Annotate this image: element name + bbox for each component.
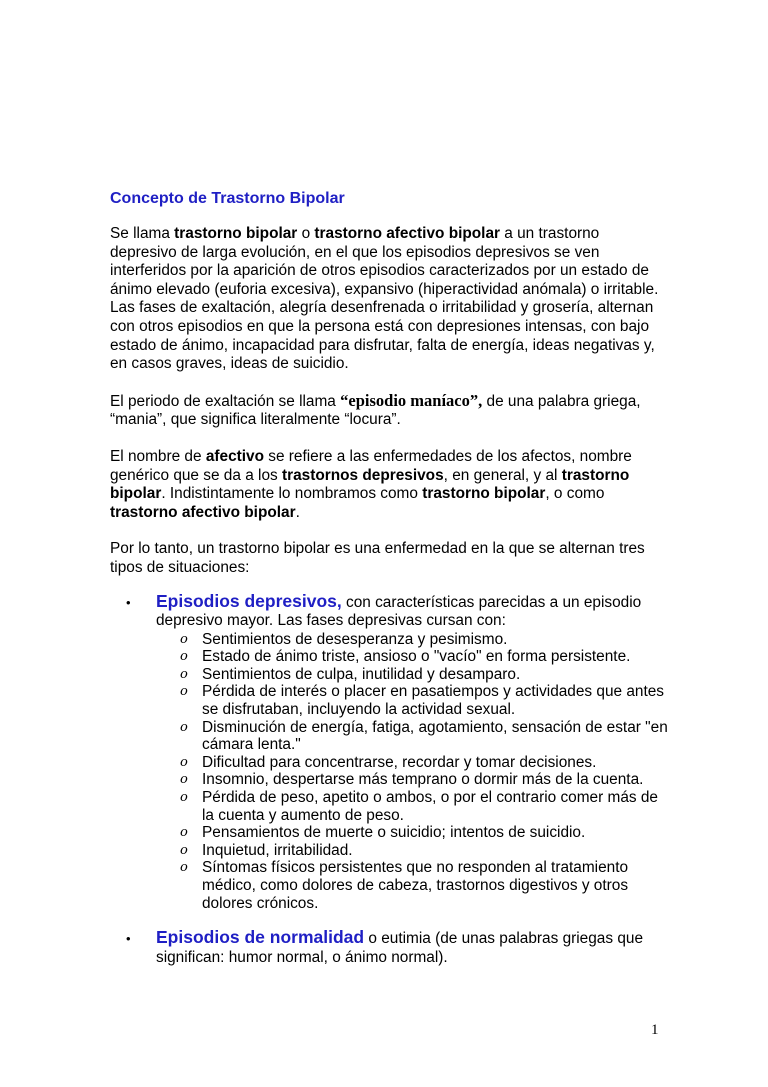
symptom-item [156,631,670,649]
list-spacer [110,912,670,928]
symptom-text: Estado de ánimo triste, ansioso o "vacío" en forma persistente. [202,648,631,666]
text-run: se refiere a las enfermedades de los afectos, nombre genérico que se da a los [110,447,632,484]
bullet-icon: • [126,594,131,610]
symptom-text: Dificultad para concentrarse, recordar y tomar decisiones. [202,753,597,771]
symptom-item [156,789,670,824]
situations-list [110,592,670,968]
symptom-item [156,754,670,772]
text-run: . [295,503,300,521]
bold-term: trastorno bipolar [110,466,630,503]
circle-bullet-icon: o [180,684,188,700]
text-run: , o como [545,485,605,503]
text-run: o [297,225,315,242]
symptom-text: Pérdida de interés o placer en pasatiempos y actividades que antes se disfrutaban, incluyendo la actividad sexual. [202,683,665,719]
circle-bullet-icon: o [180,825,188,841]
bold-term: trastorno afectivo bipolar [314,225,500,242]
circle-bullet-icon: o [180,631,188,647]
circle-bullet-icon: o [180,860,188,876]
circle-bullet-icon: o [180,790,188,806]
symptom-text: Síntomas físicos persistentes que no responden al tratamiento médico, como dolores de cabeza, trastornos digestivos y otros dolores crónicos. [202,859,629,912]
document-body [110,189,670,967]
symptom-text: Disminución de energía, fatiga, agotamiento, sensación de estar "en cámara lenta." [202,718,668,754]
item-text: o eutimia (de unas palabras griegas que significan: humor normal, o ánimo normal). [156,930,644,966]
item-label: Episodios de normalidad [156,927,365,948]
circle-bullet-icon: o [180,719,188,735]
bold-term: trastorno afectivo bipolar [110,503,296,521]
text-run: de una palabra griega, “mania”, que significa literalmente “locura”. [110,392,641,429]
document-title: Concepto de Trastorno Bipolar [110,190,345,207]
symptom-text: Pérdida de peso, apetito o ambos, o por el contrario comer más de la cuenta y aumento de peso. [202,789,658,824]
symptom-text: Sentimientos de culpa, inutilidad y desamparo. [202,665,521,683]
symptom-item [156,719,670,754]
symptom-item [156,666,670,684]
circle-bullet-icon: o [180,649,188,665]
paragraph-affective [110,448,670,522]
bold-term: afectivo [205,447,264,465]
symptom-text: Pensamientos de muerte o suicidio; intentos de suicidio. [202,824,586,842]
paragraph-definition [110,225,670,374]
symptoms-list [156,631,670,913]
list-item-depressive [110,592,670,913]
bold-term: trastorno bipolar [174,225,298,242]
bullet-icon: • [126,931,131,947]
text-run: El periodo de exaltación se llama [110,392,341,410]
symptom-item [156,683,670,718]
circle-bullet-icon: o [180,772,188,788]
page-number: 1 [651,1022,659,1038]
symptom-item [156,824,670,842]
bold-term: trastornos depresivos [281,466,444,484]
circle-bullet-icon: o [180,754,188,770]
text-run: , en general, y al [443,466,562,484]
text-run: Se llama [110,225,175,242]
text-run: . Indistintamente lo nombramos como [161,485,423,503]
bold-term: trastorno bipolar [422,485,546,503]
list-item-normality [110,928,670,967]
text-run: El nombre de [110,447,206,465]
paragraph-intro-list: Por lo tanto, un trastorno bipolar es una enfermedad en la que se alternan tres tipos de situaciones: [110,540,645,576]
bold-term: “episodio maníaco”, [340,390,483,410]
text-run: a un trastorno depresivo de larga evolución, en el que los episodios depresivos se ven interferidos por la aparición de otros episodios caracterizados por un estado de ánimo elevado (euforia excesiva), expansivo (hiperactividad anómala) o irritable. Las fases de exaltación, alegría desenfrenada o irritabilidad y grosería, alternan con otros episodios en que la persona está con depresiones intensas, con bajo estado de ánimo, incapacidad para disfrutar, falta de energía, ideas negativas y, en casos graves, ideas de suicidio. [110,225,659,373]
paragraph-manic-episode [110,392,670,430]
symptom-item [156,842,670,860]
item-text: con características parecidas a un episodio depresivo mayor. Las fases depresivas cursan con: [156,593,642,630]
symptom-text: Inquietud, irritabilidad. [202,841,353,859]
circle-bullet-icon: o [180,666,188,682]
circle-bullet-icon: o [180,842,188,858]
symptom-item [156,771,670,789]
item-label: Episodios depresivos, [156,590,342,611]
symptom-text: Insomnio, despertarse más temprano o dormir más de la cuenta. [202,771,644,789]
symptom-item [156,648,670,666]
symptom-item [156,859,670,912]
symptom-text: Sentimientos de desesperanza y pesimismo. [202,630,508,648]
